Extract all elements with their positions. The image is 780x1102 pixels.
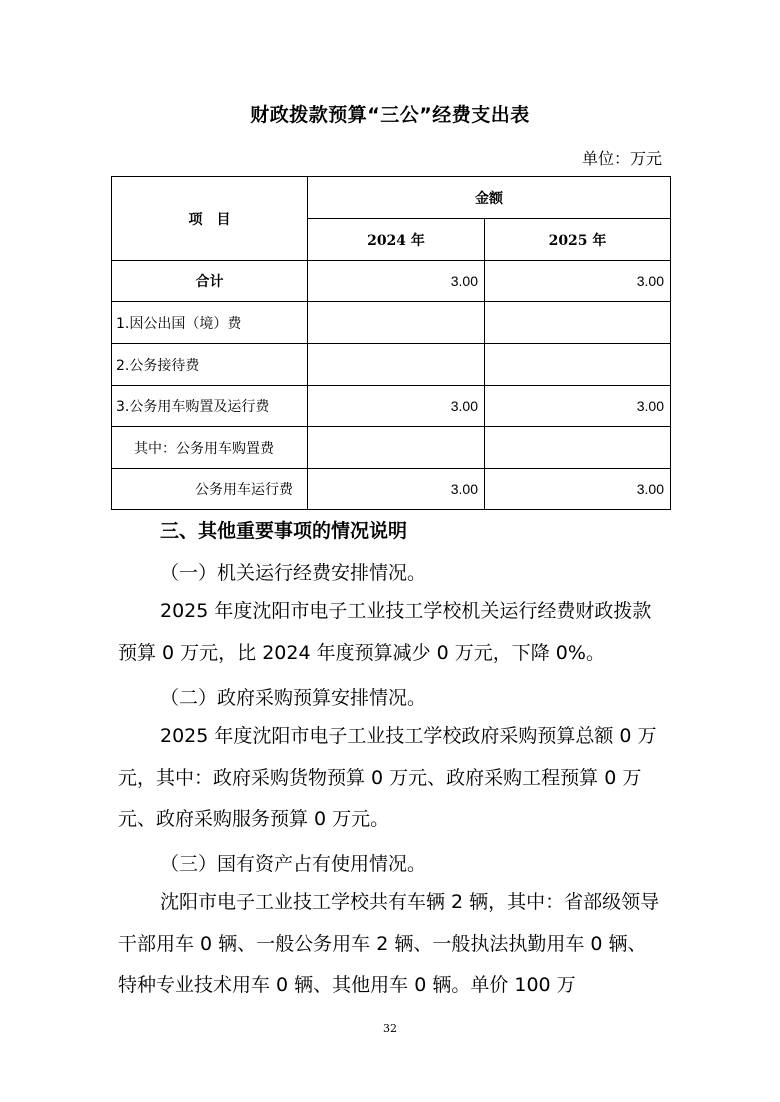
cell-2024: 3.00: [308, 386, 485, 427]
row-label: 3.公务用车购置及运行费: [112, 386, 308, 427]
subsection-2-heading: （二）政府采购预算安排情况。: [160, 687, 427, 709]
cell-2024: 3.00: [308, 469, 485, 510]
cell-2024: [308, 302, 485, 344]
cell-2025: [485, 302, 671, 344]
cell-2024: [308, 427, 485, 469]
table-row: [112, 386, 671, 427]
table-row: [112, 261, 671, 302]
row-label: 1.因公出国（境）费: [112, 302, 308, 344]
table-row: [112, 302, 671, 344]
paragraph-1: 2025 年度沈阳市电子工业技工学校机关运行经费财政拨款预算 0 万元，比 2024 年度预算减少 0 万元，下降 0%。: [118, 600, 652, 664]
cell-2025: 3.00: [485, 386, 671, 427]
header-item: 项 目: [112, 177, 308, 261]
three-public-expenses-table: [111, 176, 671, 510]
table-row: [112, 427, 671, 469]
table-row: [112, 469, 671, 510]
header-year-2024: 2024 年: [308, 219, 485, 261]
section-heading: 三、其他重要事项的情况说明: [160, 520, 408, 542]
unit-label: 单位：万元: [581, 149, 662, 168]
cell-2025: [485, 427, 671, 469]
cell-2024: 3.00: [308, 261, 485, 302]
page-number: 32: [383, 1022, 397, 1035]
subsection-1-heading: （一）机关运行经费安排情况。: [160, 562, 427, 584]
row-label: 合计: [112, 261, 308, 302]
table-title: 财政拨款预算“三公”经费支出表: [250, 104, 530, 126]
cell-2025: 3.00: [485, 261, 671, 302]
paragraph-3: 沈阳市电子工业技工学校共有车辆 2 辆，其中：省部级领导干部用车 0 辆、一般公务用车 2 辆、一般执法执勤用车 0 辆、特种专业技术用车 0 辆、其他用车 0 辆。单价 100 万: [118, 891, 660, 996]
paragraph-2: 2025 年度沈阳市电子工业技工学校政府采购预算总额 0 万元，其中：政府采购货物预算 0 万元、政府采购工程预算 0 万元、政府采购服务预算 0 万元。: [118, 725, 657, 830]
cell-2025: 3.00: [485, 469, 671, 510]
row-label: 2.公务接待费: [112, 344, 308, 386]
row-label: 公务用车运行费: [112, 469, 308, 510]
header-amount: 金额: [308, 177, 671, 219]
table-row: [112, 344, 671, 386]
row-label: 其中：公务用车购置费: [112, 427, 308, 469]
header-year-2025: 2025 年: [485, 219, 671, 261]
cell-2025: [485, 344, 671, 386]
subsection-3-heading: （三）国有资产占有使用情况。: [160, 853, 427, 875]
cell-2024: [308, 344, 485, 386]
